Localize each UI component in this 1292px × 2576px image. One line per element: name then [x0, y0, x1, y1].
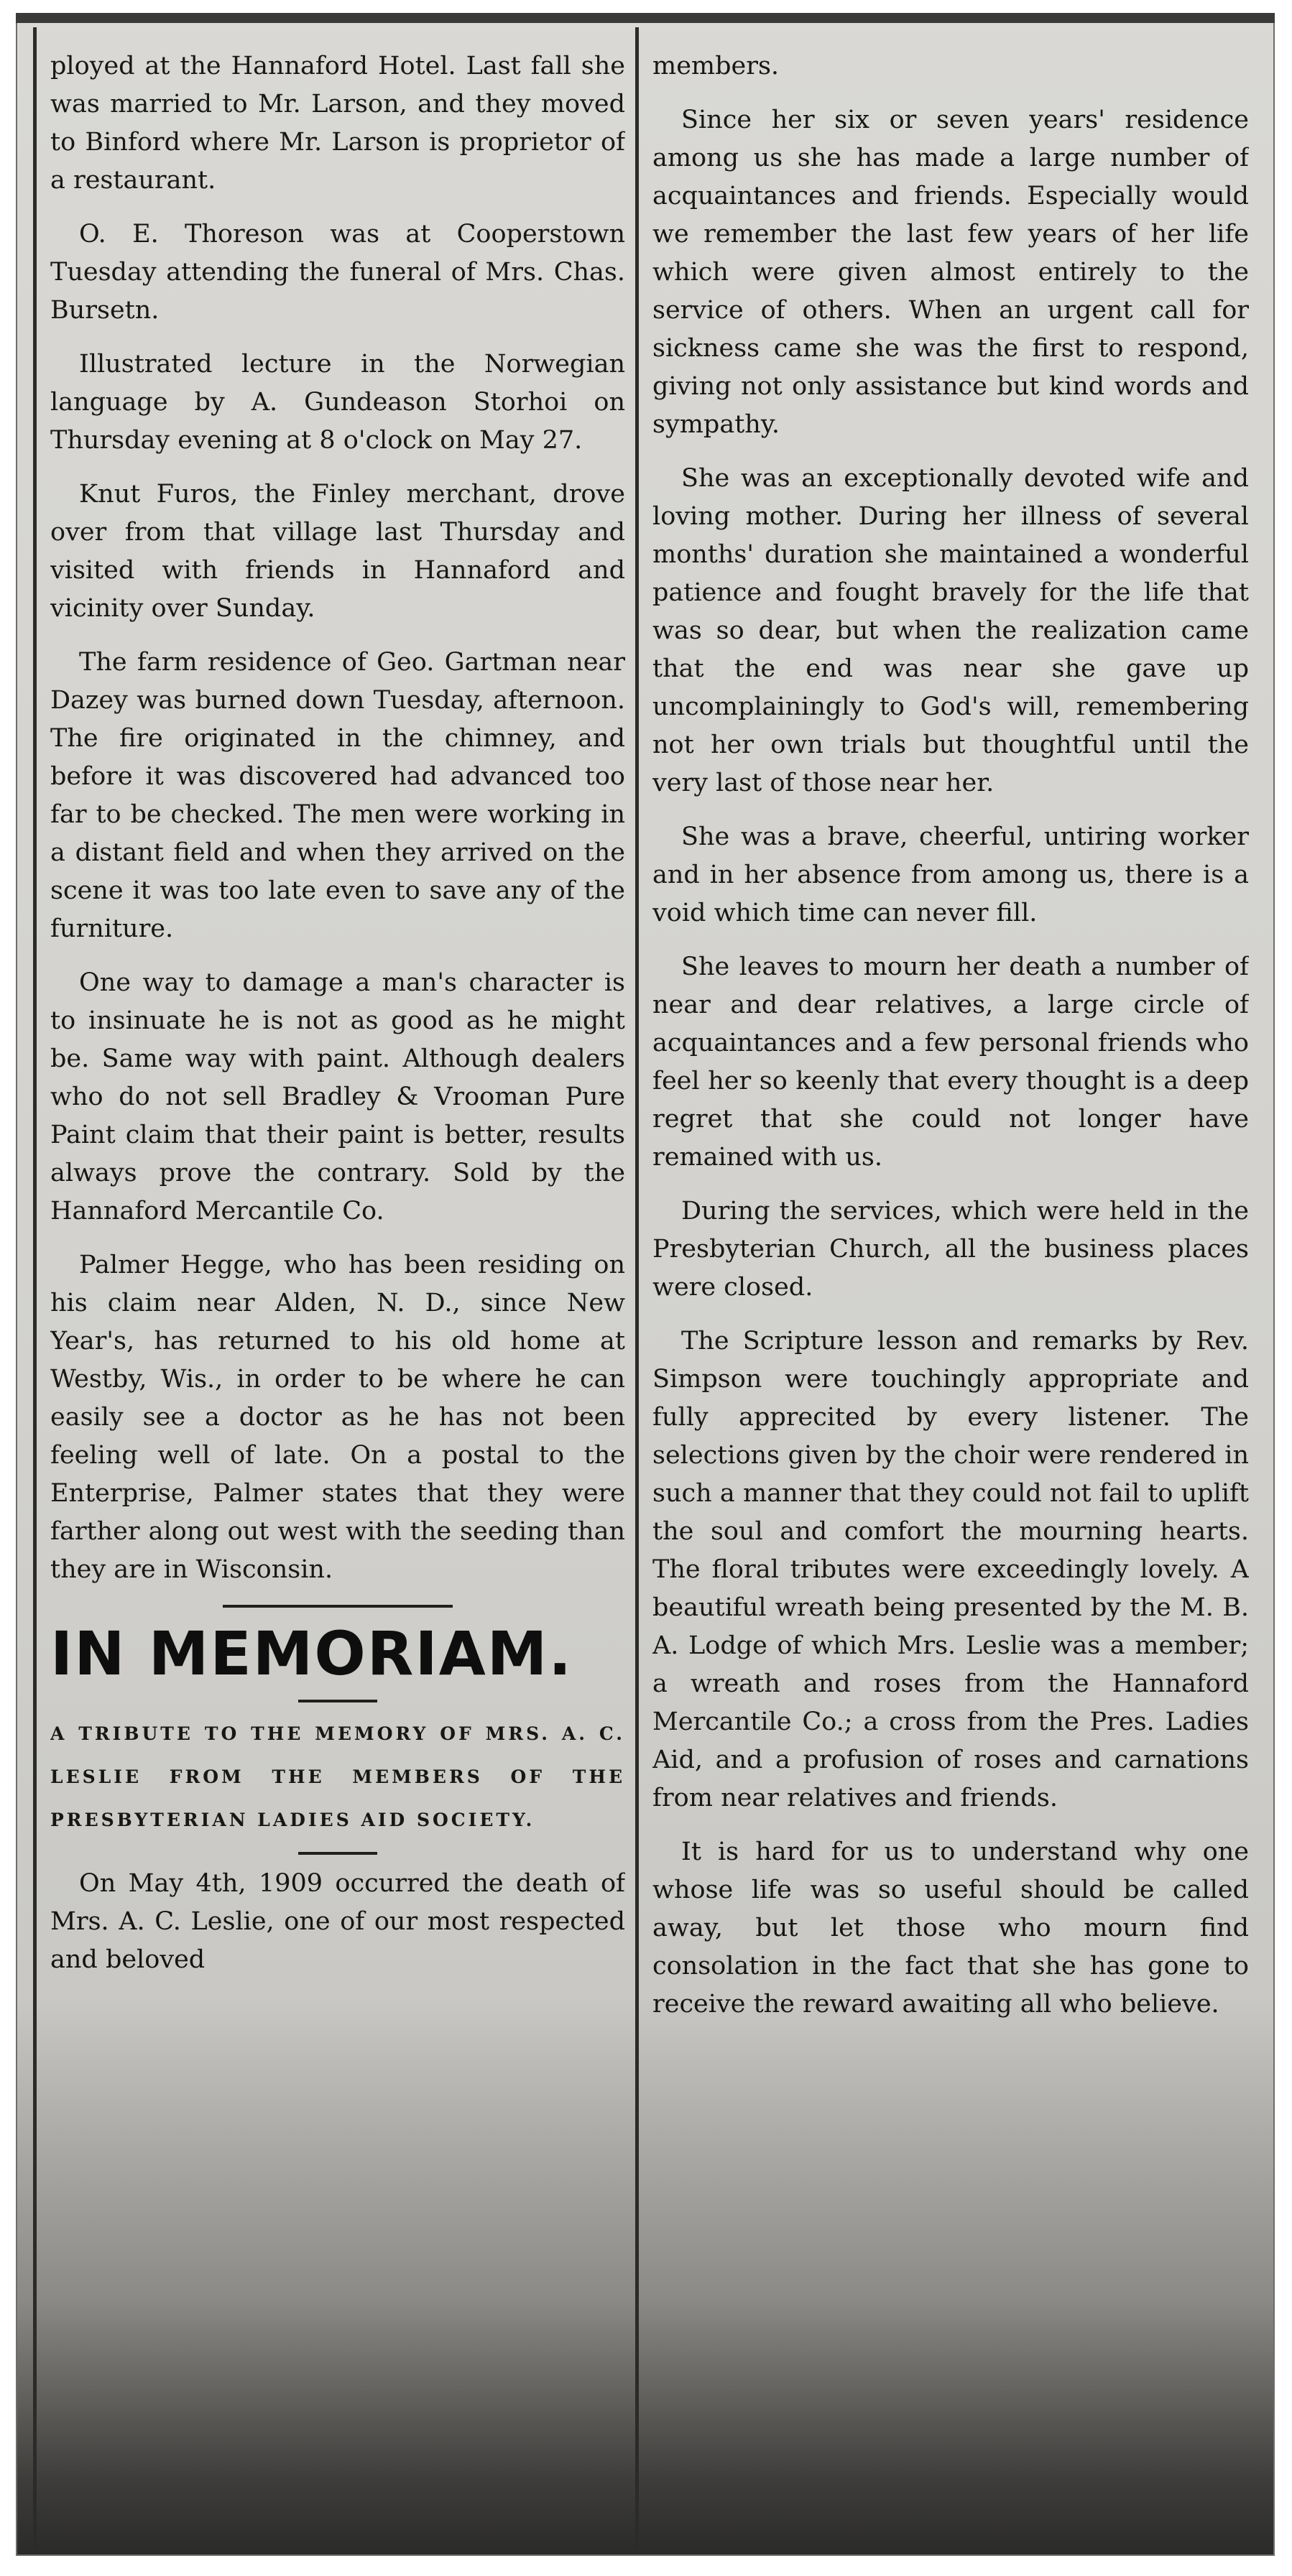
devoted-wife-paragraph: She was an exceptionally devoted wife and loving mother. During her illness of several months' duration she maintained a wonderful patience and fought bravely for the life that was so dear, but when the realization came that the end was near she gave up uncomplainingly to God's will, remembering not her own trials but thoughtful until the very last of those near her. [652, 464, 1249, 797]
fire-paragraph: The farm residence of Geo. Gartman near Dazey was burned down Tuesday, afternoon. The fire originated in the chimney, and before it was discovered had advanced too far to be checked. The men were working in a distant field and when they arrived on the scene it was too late even to save any of the furniture. [50, 648, 625, 943]
scripture-paragraph: The Scripture lesson and remarks by Rev. Simpson were touchingly appropriate and fully apprecited by every listener. The selections given by the choir were rendered in such a manner that they could not fail to uplift the soul and comfort the mourning hearts. The floral tributes were exceedingly lovely. A beautiful wreath being presented by the M. B. A. Lodge of which Mrs. Leslie was a member; a wreath and roses from the Hannaford Mercantile Co.; a cross from the Pres. Ladies Aid, and a profusion of roses and carnations from near relatives and friends. [652, 1327, 1249, 1812]
newspaper-page [16, 13, 1275, 2556]
right-column [652, 47, 1249, 2540]
furos-paragraph: Knut Furos, the Finley merchant, drove over from that village last Thursday and visited with friends in Hannaford and vicinity over Sunday. [50, 480, 625, 623]
mourn-paragraph: She leaves to mourn her death a number of near and dear relatives, a large circle of acquaintances and a few personal friends who feel her so keenly that every thought is a deep regret that she could not longer have remained with us. [652, 953, 1249, 1172]
left-column [50, 47, 625, 2540]
paint-advert-paragraph: One way to damage a man's character is to insinuate he is not as good as he might be. Same way with paint. Although dealers who do not sell Bradley & Vrooman Pure Paint claim that their paint is better, results always prove the contrary. Sold by the Hannaford Mercantile Co. [50, 968, 625, 1226]
hegge-paragraph: Palmer Hegge, who has been residing on his claim near Alden, N. D., since New Year's, has returned to his old home at Westby, Wis., in order to be where he can easily see a doctor as he has not been feeling well of late. On a postal to the Enterprise, Palmer states that they were farther along out west with the seeding than they are in Wisconsin. [50, 1251, 625, 1584]
memoriam-opening: On May 4th, 1909 occurred the death of Mrs. A. C. Leslie, one of our most respected and beloved [50, 1869, 625, 1974]
subhead-rule [298, 1852, 377, 1855]
top-border [16, 13, 1275, 23]
brave-worker-paragraph: She was a brave, cheerful, untiring worker and in her absence from among us, there is a void which time can never fill. [652, 823, 1249, 927]
headline-rule-top [223, 1605, 453, 1608]
residence-paragraph: Since her six or seven years' residence among us she has made a large number of acquaintances and friends. Especially would we remember the last few years of her life which were given almost entirely to the service of others. When an urgent call for sickness came she was the first to respond, giving not only assistance but kind words and sympathy. [652, 106, 1249, 439]
memoriam-headline: IN MEMORIAM. [50, 1618, 573, 1689]
members-line: members. [652, 52, 780, 80]
memoriam-subhead: A TRIBUTE TO THE MEMORY OF MRS. A. C. LESLIE FROM THE MEMBERS OF THE PRESBYTERIAN LADIES AID SOCIETY. [50, 1723, 625, 1830]
lecture-paragraph: Illustrated lecture in the Norwegian language by A. Gundeason Storhoi on Thursday evening at 8 o'clock on May 27. [50, 350, 625, 455]
left-column-rule [33, 27, 37, 2549]
thoreson-paragraph: O. E. Thoreson was at Cooperstown Tuesday attending the funeral of Mrs. Chas. Bursetn. [50, 220, 625, 325]
headline-rule-bottom [298, 1700, 377, 1702]
column-divider-rule [635, 27, 639, 2549]
services-paragraph: During the services, which were held in the Presbyterian Church, all the business places were closed. [652, 1197, 1249, 1302]
hotel-paragraph: ployed at the Hannaford Hotel. Last fall she was married to Mr. Larson, and they moved to Binford where Mr. Larson is proprietor of a restaurant. [50, 52, 625, 195]
consolation-paragraph: It is hard for us to understand why one whose life was so useful should be called away, but let those who mourn find consolation in the fact that she has gone to receive the reward awaiting all who believe. [652, 1838, 1249, 2019]
